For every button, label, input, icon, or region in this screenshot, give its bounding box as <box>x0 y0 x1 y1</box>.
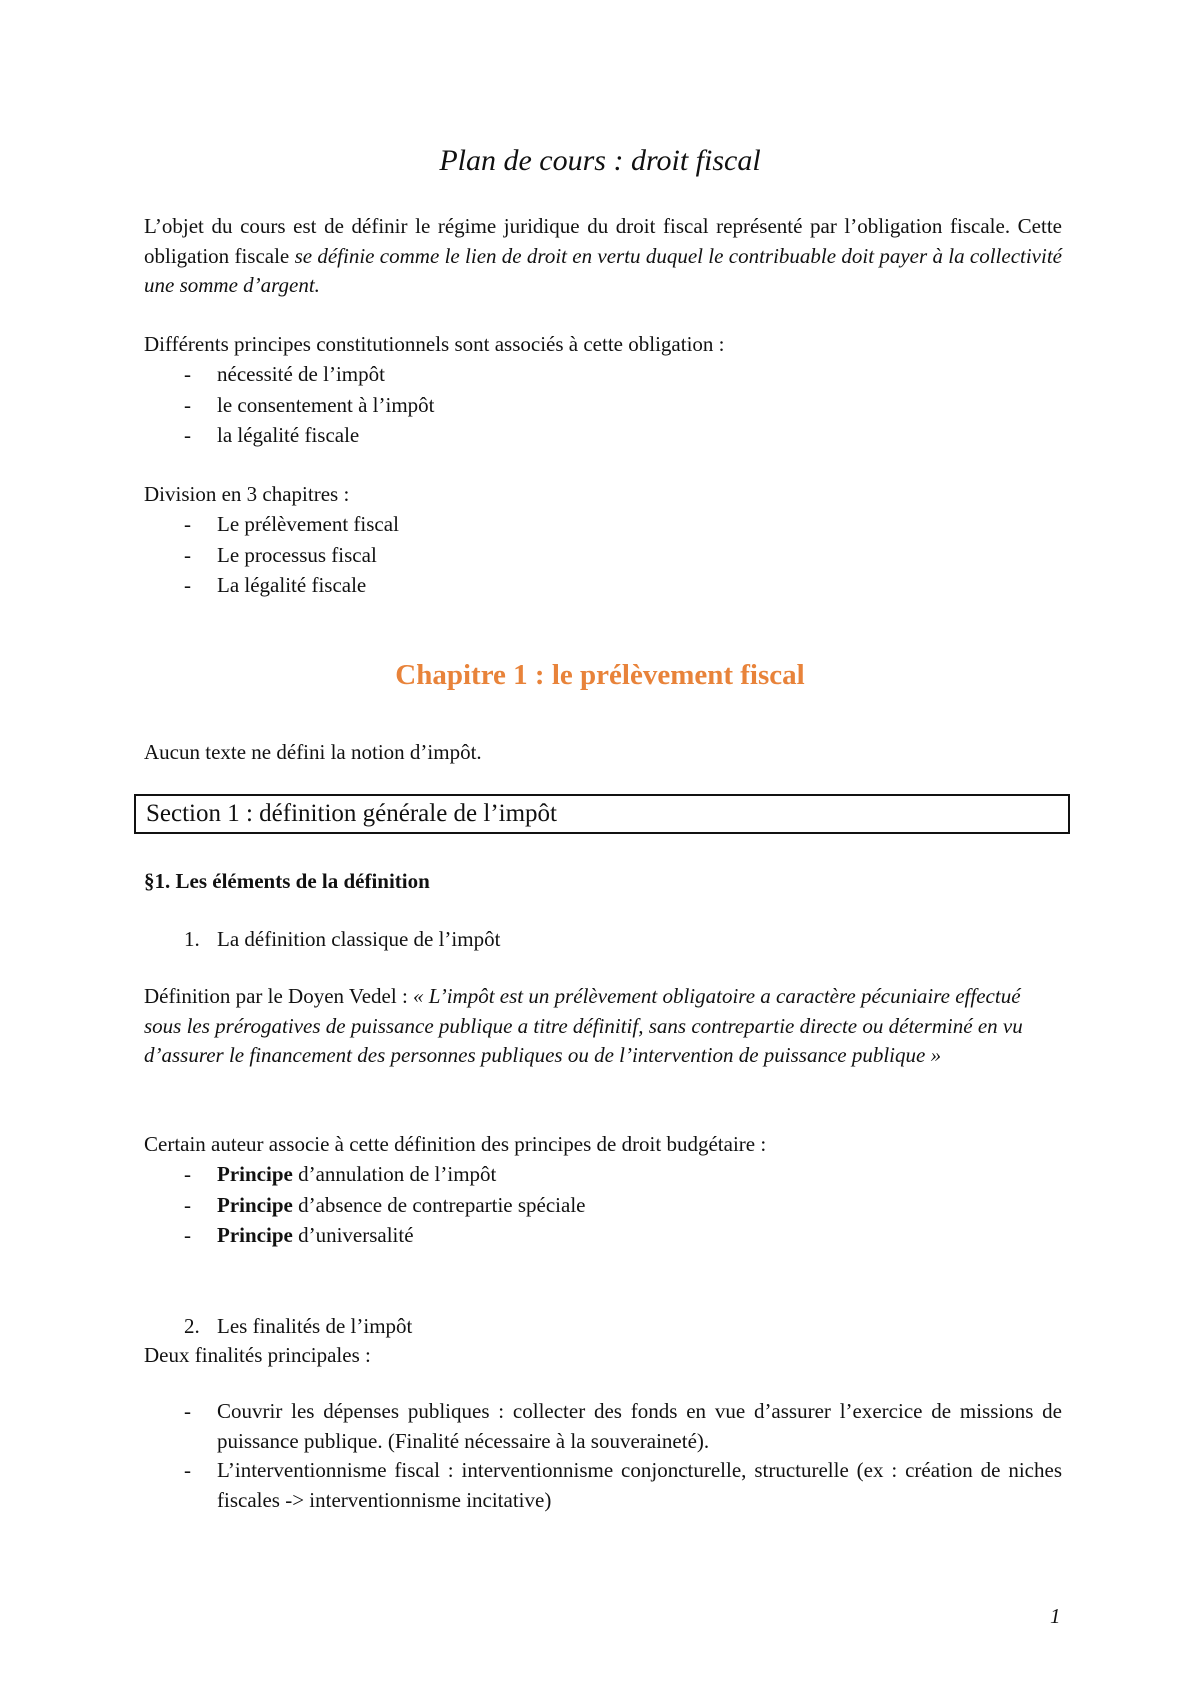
list-dash: - <box>184 1399 191 1423</box>
subheading-text: Les finalités de l’impôt <box>217 1314 413 1338</box>
list-dash: - <box>184 362 191 386</box>
section-title: Section 1 : définition générale de l’impôt <box>134 794 1070 834</box>
intro-text: L’objet du cours est de définir le régime juridique du droit fiscal représenté par l’obligation fiscale. Cette obligation fiscale <box>144 214 1062 268</box>
list-item: - Principe d’absence de contrepartie spéciale <box>144 1190 1062 1221</box>
list-item: - La légalité fiscale <box>144 570 1062 601</box>
vedel-lead: Définition par le Doyen Vedel : <box>144 984 414 1008</box>
list-dash: - <box>184 1192 191 1217</box>
division-list <box>144 509 1062 601</box>
chapter-note: Aucun texte ne défini la notion d’impôt. <box>144 740 482 764</box>
list-dash: - <box>184 392 191 417</box>
list-dash: - <box>184 542 191 567</box>
list-dash: - <box>184 1458 191 1482</box>
principles-list <box>144 359 1062 451</box>
finalites-lead: Deux finalités principales : <box>144 1343 371 1367</box>
subheading-2 <box>144 1311 1135 1341</box>
subheading-1 <box>144 924 1135 954</box>
list-item: - Principe d’annulation de l’impôt <box>144 1159 1062 1190</box>
list-item: - Couvrir les dépenses publiques : collecter des fonds en vue d’assurer l’exercice de missions de puissance publique. (Finalité nécessaire à la souveraineté). <box>184 1399 1062 1453</box>
list-item: - Le processus fiscal <box>144 540 1062 571</box>
budget-lead: Certain auteur associe à cette définition des principes de droit budgétaire : <box>144 1132 767 1156</box>
list-item: - Principe d’universalité <box>144 1220 1062 1251</box>
list-item: - la légalité fiscale <box>144 420 1062 451</box>
chapter-title: Chapitre 1 : le prélèvement fiscal <box>395 659 805 691</box>
list-dash: - <box>184 573 191 597</box>
intro-paragraph <box>144 212 1062 301</box>
list-item: - nécessité de l’impôt <box>144 359 1062 390</box>
paragraph-heading: §1. Les éléments de la définition <box>144 869 430 893</box>
list-item: - L’interventionnisme fiscal : interventionnisme conjoncturelle, structurelle (ex : création de niches fiscales -> interventionnisme incitative) <box>184 1458 1062 1512</box>
finalites-list <box>144 1397 1062 1515</box>
list-item: - le consentement à l’impôt <box>144 390 1062 421</box>
document-title: Plan de cours : droit fiscal <box>439 144 761 177</box>
list-dash: - <box>184 512 191 536</box>
subheading-text: La définition classique de l’impôt <box>217 927 501 951</box>
division-lead: Division en 3 chapitres : <box>144 482 350 506</box>
list-dash: - <box>184 1162 191 1186</box>
subheading-number: 2. <box>184 1314 200 1338</box>
list-item: - Le prélèvement fiscal <box>144 509 1062 540</box>
vedel-quote: « L’impôt est un prélèvement obligatoire a caractère pécuniaire effectué sous les prérogatives de puissance publique a titre définitif, sans contrepartie directe ou déterminé en vu d’assurer le financement des personnes publiques ou de l’intervention de puissance publique » <box>144 984 1023 1067</box>
vedel-definition <box>144 982 1062 1071</box>
list-dash: - <box>184 1223 191 1247</box>
list-dash: - <box>184 423 191 447</box>
intro-italic-text: se définie comme le lien de droit en vertu duquel le contribuable doit payer à la collectivité une somme d’argent. <box>144 243 1062 297</box>
principles-lead: Différents principes constitutionnels sont associés à cette obligation : <box>144 332 725 356</box>
subheading-number: 1. <box>184 927 200 951</box>
page-number: 1 <box>1050 1604 1061 1628</box>
budget-principles-list <box>144 1159 1062 1251</box>
